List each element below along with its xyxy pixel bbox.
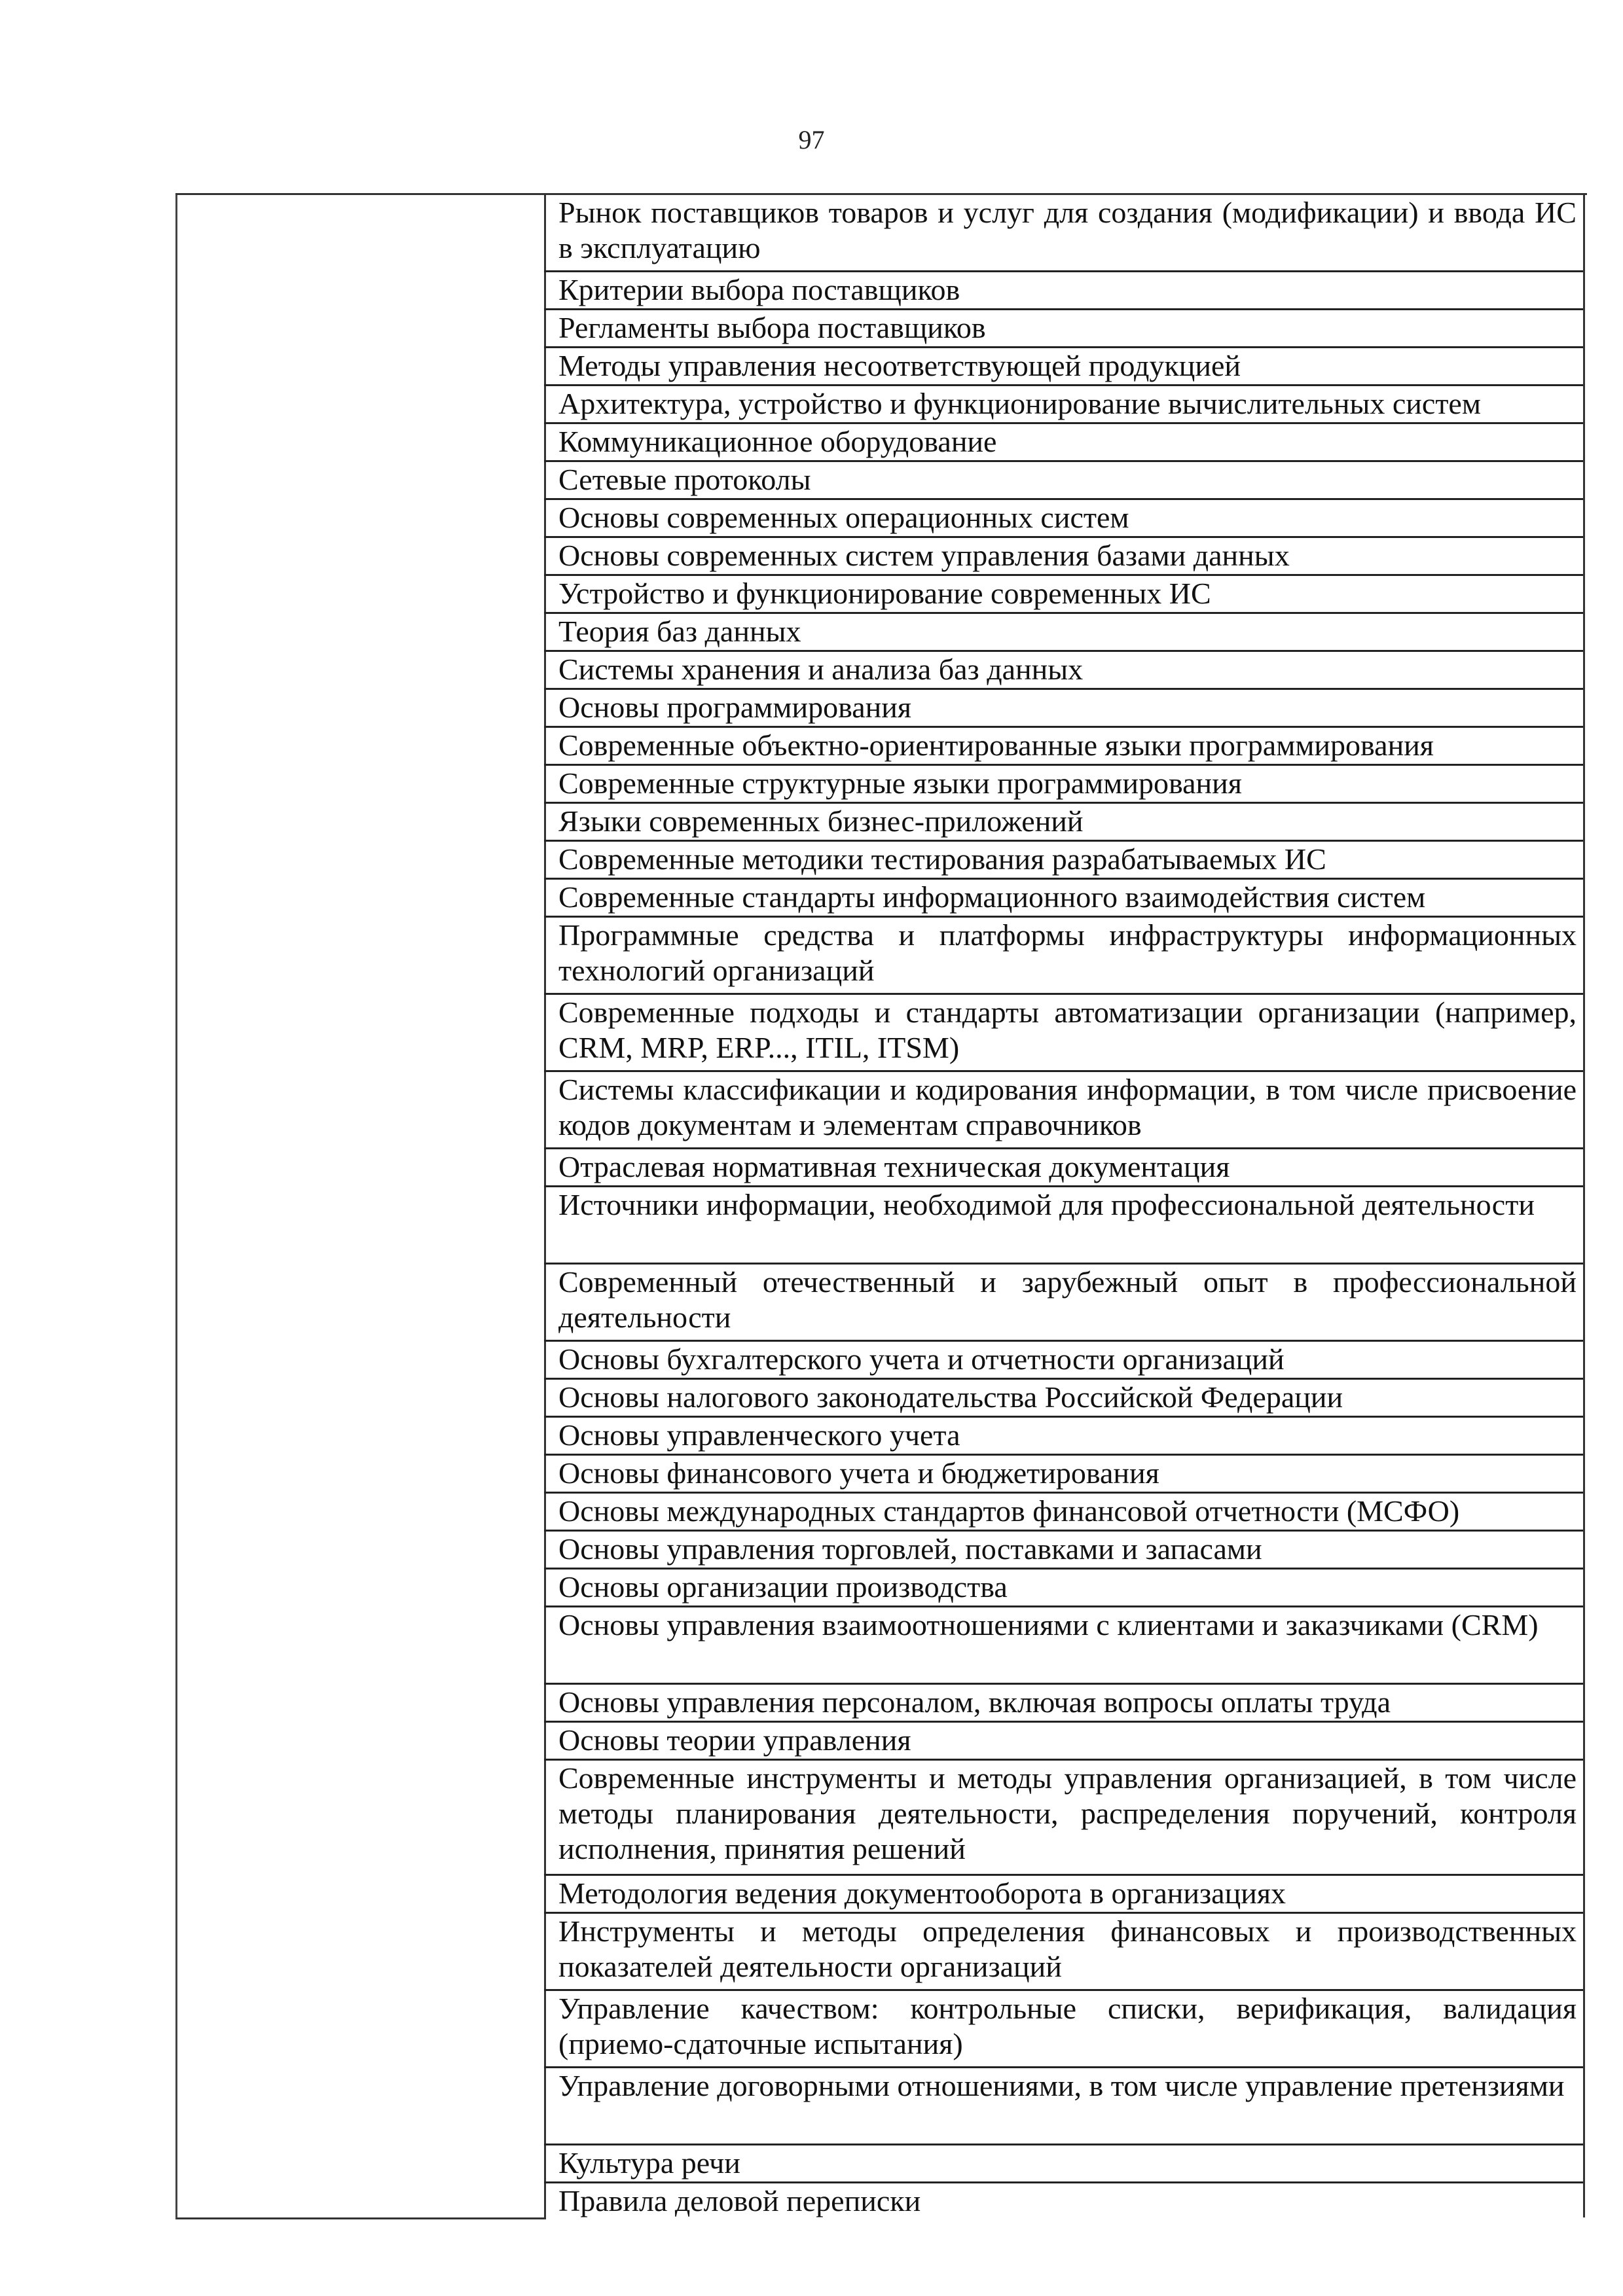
- table-row: Регламенты выбора поставщиков: [544, 310, 1583, 348]
- table-row: Инструменты и методы определения финансовых и производственных показателей деятельности организаций: [544, 1914, 1583, 1991]
- table-row: Управление качеством: контрольные списки, верификация, валидация (приемо-сдаточные испытания): [544, 1991, 1583, 2068]
- table-right-column: [544, 195, 1585, 2217]
- table-row: Основы управленческого учета: [544, 1418, 1583, 1456]
- table-row: Управление договорными отношениями, в том числе управление претензиями: [544, 2068, 1583, 2145]
- knowledge-table: [175, 193, 1587, 2217]
- table-row: Системы хранения и анализа баз данных: [544, 652, 1583, 690]
- table-row: Отраслевая нормативная техническая документация: [544, 1149, 1583, 1187]
- table-row: Языки современных бизнес-приложений: [544, 804, 1583, 842]
- table-row: Современные структурные языки программирования: [544, 766, 1583, 804]
- table-row: Основы управления взаимоотношениями с клиентами и заказчиками (CRM): [544, 1607, 1583, 1685]
- page-number: 97: [798, 125, 825, 154]
- table-left-column: [175, 195, 546, 2219]
- table-row: Устройство и функционирование современных ИС: [544, 576, 1583, 614]
- table-row: Методы управления несоответствующей продукцией: [544, 348, 1583, 386]
- table-row: Основы теории управления: [544, 1723, 1583, 1761]
- table-row: Сетевые протоколы: [544, 462, 1583, 500]
- table-row: Системы классификации и кодирования информации, в том числе присвоение кодов документам и элементам справочников: [544, 1072, 1583, 1149]
- table-row: Методология ведения документооборота в организациях: [544, 1876, 1583, 1914]
- table-row: Современные объектно-ориентированные языки программирования: [544, 728, 1583, 766]
- table-row: Основы управления персоналом, включая вопросы оплаты труда: [544, 1685, 1583, 1723]
- table-row: Критерии выбора поставщиков: [544, 272, 1583, 310]
- table-row: Рынок поставщиков товаров и услуг для создания (модификации) и ввода ИС в эксплуатацию: [544, 195, 1583, 272]
- table-row: Современные методики тестирования разрабатываемых ИС: [544, 842, 1583, 880]
- table-row: Современные стандарты информационного взаимодействия систем: [544, 880, 1583, 918]
- table-row: Коммуникационное оборудование: [544, 424, 1583, 462]
- table-row: Современный отечественный и зарубежный опыт в профессиональной деятельности: [544, 1265, 1583, 1342]
- table-row: Программные средства и платформы инфраструктуры информационных технологий организаций: [544, 918, 1583, 995]
- table-row: Архитектура, устройство и функционирование вычислительных систем: [544, 386, 1583, 424]
- table-row: Теория баз данных: [544, 614, 1583, 652]
- table-row: Основы программирования: [544, 690, 1583, 728]
- table-row: Основы современных систем управления базами данных: [544, 538, 1583, 576]
- table-row: Современные инструменты и методы управления организацией, в том числе методы планирования деятельности, распределения поручений, контроля исполнения, принятия решений: [544, 1761, 1583, 1876]
- table-row: Основы финансового учета и бюджетирования: [544, 1456, 1583, 1494]
- table-row: Основы современных операционных систем: [544, 500, 1583, 538]
- table-row: Современные подходы и стандарты автоматизации организации (например, CRM, MRP, ERP..., ITIL, ITSM): [544, 995, 1583, 1072]
- table-row: Основы бухгалтерского учета и отчетности организаций: [544, 1342, 1583, 1380]
- table-row: Правила деловой переписки: [558, 2184, 921, 2217]
- table-row: Культура речи: [544, 2145, 1583, 2183]
- table-row: Основы международных стандартов финансовой отчетности (МСФО): [544, 1494, 1583, 1532]
- table-row: Источники информации, необходимой для профессиональной деятельности: [544, 1187, 1583, 1265]
- table-row: Основы управления торговлей, поставками и запасами: [544, 1532, 1583, 1570]
- table-row: Основы налогового законодательства Российской Федерации: [544, 1380, 1583, 1418]
- table-row: Основы организации производства: [544, 1570, 1583, 1607]
